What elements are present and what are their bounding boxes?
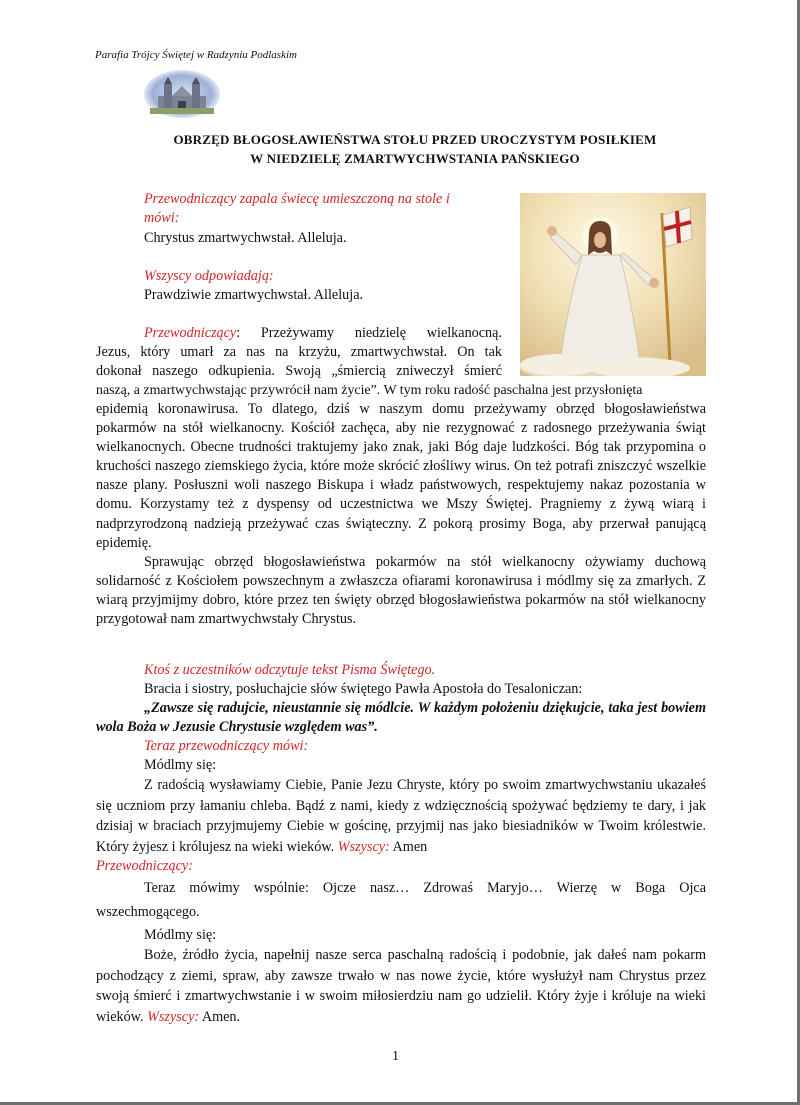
scripture-quote: „Zawsze się radujcie, nieustannie się módlcie. W każdym położeniu dziękujcie, taka jest bowiem wola Boża w Jezusie Chrystusie względem was”. <box>96 700 706 736</box>
amen-1: Amen <box>389 838 428 855</box>
rubric-leader: Przewodniczący: <box>96 858 193 874</box>
prayer-1 <box>96 775 706 857</box>
rubric-leader-says: Teraz przewodniczący mówi: <box>144 738 309 754</box>
lets-pray-label-1: Módlmy się: <box>144 757 217 773</box>
rubric-all-respond: Wszyscy odpowiadają: <box>144 268 274 284</box>
amen-2: Amen. <box>199 1008 241 1025</box>
response-label-all-1: Wszyscy: <box>337 838 390 855</box>
rubric-reading: Ktoś z uczestników odczytuje tekst Pisma Świętego. <box>144 662 436 678</box>
page-number: 1 <box>392 1049 399 1064</box>
speaker-leader: Przewodniczący <box>144 325 237 341</box>
prayer-2-text: Boże, źródło życia, napełnij nasze serca paschalną radością i podobnie, jak dałeś nam pokarm pochodzący z ziemi, spraw, aby zawsze trwało w nas nowe życie, które wysłużył nam Chrystus przez swoją śmierć i zmartwychwstanie i w swoim miłosierdziu nam go udzielił. Który żyje i króluje na wieki wieków. <box>96 947 706 1025</box>
prayer-1-text: Z radością wysławiamy Ciebie, Panie Jezu Chryste, który po swoim zmartwychwstaniu ukazałeś się uczniom przy łamaniu chleba. Bądź z nami, kiedy z wdzięcznością spożywać będziemy te dary, i jak dzisiaj w braciach przyjmujemy Ciebie w gościnę, przyjmij nas jako biesiadników w Twoim królestwie. Który żyjesz i królujesz na wieki wieków. <box>96 777 706 855</box>
lets-pray-label-2: Módlmy się: <box>144 927 217 943</box>
common-prayers: Teraz mówimy wspólnie: Ojcze nasz… Zdrowaś Maryjo… Wierzę w Boga Ojca wszechmogącego. <box>96 880 706 920</box>
document-title-line-1: OBRZĘD BŁOGOSŁAWIEŃSTWA STOŁU PRZED UROCZYSTYM POSIŁKIEM <box>173 132 657 147</box>
intro-paragraph-rest: epidemią koronawirusa. To dlatego, dziś w naszym domu przeżywamy obrzęd błogosławieństwa pokarmów na stół wielkanocny. Kościół zachęca, aby nie rezygnować z radosnego przeżywania świąt wielkanocnych. Obecne trudności traktujemy jako znak, jaki Bóg daje ludzkości. Bóg tak przypomina o kruchości naszego ziemskiego życia, które może skrócić złośliwy wirus. On też potrafi zniszczyć wszelkie nasze plany. Posłuszni woli naszego Biskupa i władz państwowych, respektujemy nakaz pozostania w domu. Korzystamy też z dyspensy od uczestnictwa we Mszy Świętej. Pragniemy z żywą wiarą i nadprzyrodzoną nadzieją przeżywać czas świąteczny. Z pokorą prosimy Boga, aby przerwał panującą epidemię. <box>96 401 706 551</box>
intro-line-4: naszą, a zmartwychwstając przywrócił nam życie”. W tym roku radość paschalna jest przysłonięta <box>96 383 643 398</box>
intro-line-2: Jezus, który umarł za nas na krzyżu, zmartwychwstał. On tak <box>96 344 502 360</box>
parish-header: Parafia Trójcy Świętej w Radzyniu Podlaskim <box>95 49 297 61</box>
risen-christ-image <box>520 193 706 376</box>
intro-line-1-text: : Przeżywamy niedzielę wielkanocną. <box>236 325 502 341</box>
reading-intro: Bracia i siostry, posłuchajcie słów świętego Pawła Apostoła do Tesaloniczan: <box>144 681 583 697</box>
church-logo-image <box>144 70 220 118</box>
intro-line-1 <box>96 324 502 343</box>
rubric-candle <box>144 190 504 228</box>
greeting-text: Chrystus zmartwychwstał. Alleluja. <box>144 230 347 246</box>
response-text: Prawdziwie zmartwychwstał. Alleluja. <box>144 287 364 303</box>
intro-line-3: dokonał naszego odkupienia. Swoją „śmiercią zniweczył śmierć <box>96 363 502 379</box>
solidarity-paragraph: Sprawując obrzęd błogosławieństwa pokarmów na stół wielkanocny ożywiamy duchową solidarność z Kościołem powszechnym a zwłaszcza ofiarami koronawirusa i módlmy się za zmarłych. Z wiarą przyjmijmy dobro, które przez ten święty obrzęd błogosławieństwa pokarmów na stół wielkanocny przygotował nam zmartwychwstały Chrystus. <box>96 554 706 628</box>
response-label-all-2: Wszyscy: <box>147 1008 200 1025</box>
document-title-line-2: W NIEDZIELĘ ZMARTWYCHWSTANIA PAŃSKIEGO <box>250 151 580 166</box>
rubric-candle-line-2: mówi: <box>144 210 180 227</box>
prayer-2 <box>96 945 706 1027</box>
rubric-candle-line-1: Przewodniczący zapala świecę umieszczoną na stole i <box>144 191 450 207</box>
